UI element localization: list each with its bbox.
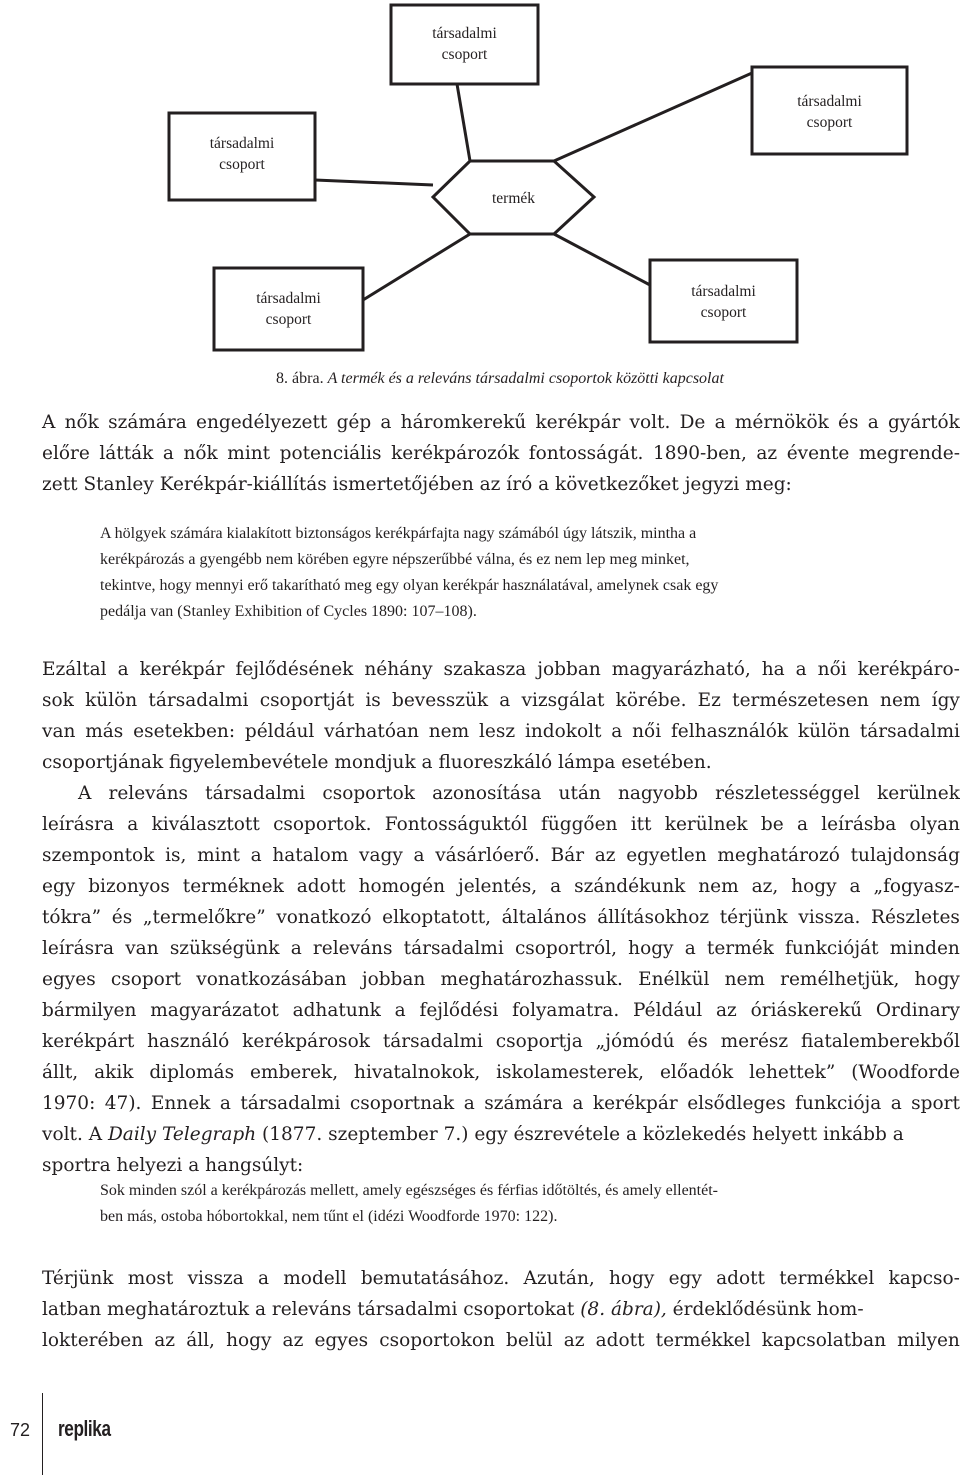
text-line: 1970: 47). Ennek a társadalmi csoportnak a számára a kerékpár elsődleges funkciója a sport <box>42 1093 960 1114</box>
text-line: sok külön társadalmi csoportját is bevesszük a vizsgálat körébe. Ez természetesen nem így <box>42 690 960 711</box>
journal-logo: replika <box>58 1416 111 1441</box>
text-run: latban meghatároztuk a releváns társadalmi csoportokat <box>42 1299 581 1320</box>
node-label-top: társadalmi csoport <box>432 25 497 63</box>
text-run: volt. A <box>42 1124 108 1145</box>
connector-line-bottom-left <box>363 234 470 300</box>
paragraph-3 <box>42 778 960 1181</box>
connector-line-top <box>457 84 470 161</box>
text-line: szempontok is, mint a hatalom vagy a vásárlóerő. Bár az egyetlen meghatározó tulajdonság <box>42 845 960 866</box>
paragraph-2 <box>42 654 960 778</box>
footer-divider <box>42 1393 43 1475</box>
quote-line: kerékpározás a gyengébb nem körében egyre népszerűbbé válna, és ez nem lep meg minket, <box>100 551 690 568</box>
text-line: csoportjának figyelembevétele mondjuk a fluoreszkáló lámpa esetében. <box>42 752 712 773</box>
quote-line: pedálja van (Stanley Exhibition of Cycles 1890: 107–108). <box>100 603 477 620</box>
block-quote-1 <box>100 521 958 625</box>
text-line: van más esetekben: például várhatóan nem lesz indokolt a női felhasználók külön társadalmi <box>42 721 960 742</box>
node-label-left: társadalmi csoport <box>209 135 275 173</box>
caption-text: A termék és a releváns társadalmi csoportok közötti kapcsolat <box>327 370 724 387</box>
block-quote-2 <box>100 1178 958 1230</box>
paragraph-4 <box>42 1263 960 1356</box>
paragraph-1 <box>42 407 960 500</box>
text-line: kerékpárt használó kerékpárosok társadalmi csoportja „jómódú és merész fiatalemberekből <box>42 1031 960 1052</box>
connector-line-bottom-right <box>554 234 650 285</box>
caption-number: 8. ábra. <box>276 370 324 387</box>
quote-line: Sok minden szól a kerékpározás mellett, amely egészséges és férfias időtöltés, és amely ellentét- <box>100 1182 718 1199</box>
text-line: sportra helyezi a hangsúlyt: <box>42 1155 304 1176</box>
node-label-bottom-right: társadalmi csoport <box>691 283 756 321</box>
connector-line-left <box>315 180 433 185</box>
text-line: lokterében az áll, hogy az egyes csoportokon belül az adott termékkel kapcsolatban milyen <box>42 1330 960 1351</box>
node-label-bottom-left: társadalmi csoport <box>256 290 321 328</box>
text-line: A releváns társadalmi csoportok azonosítása után nagyobb részletességgel kerülnek <box>78 783 960 804</box>
text-line: Ezáltal a kerékpár fejlődésének néhány szakasza jobban magyarázható, ha a női kerékpáro- <box>42 659 960 680</box>
node-label-right-top: társadalmi csoport <box>797 93 862 131</box>
connector-line-right-top <box>554 73 752 161</box>
text-line: tókra” és „termelőkre” vonatkozó elkoptatott, általános állításokhoz térjünk vissza. Részletes <box>42 907 960 928</box>
text-line <box>42 1294 960 1325</box>
page-number: 72 <box>9 1420 30 1440</box>
text-run: (1877. szeptember 7.) egy észrevétele a közlekedés helyett inkább a <box>256 1124 904 1145</box>
text-line <box>42 1119 960 1150</box>
quote-line: ben más, ostoba hóbortokkal, nem tűnt el (idézi Woodforde 1970: 122). <box>100 1208 558 1225</box>
text-line: A nők számára engedélyezett gép a háromkerekű kerékpár volt. De a mérnökök és a gyártók <box>42 412 960 433</box>
figure-reference: (8. ábra), <box>580 1299 667 1320</box>
figure-caption <box>0 370 960 388</box>
text-line: bármilyen magyarázatot adhatunk a fejlődési folyamatra. Például az óriáskerekű Ordinary <box>42 1000 960 1021</box>
text-line: leírásra van szükségünk a releváns társadalmi csoportról, hogy a termék funkcióját minden <box>42 938 960 959</box>
quote-line: tekintve, hogy mennyi erő takarítható meg egy olyan kerékpár használatával, amelynek csak egy <box>100 577 719 594</box>
text-line: egy bizonyos terméknek adott homogén jelentés, a szándékunk nem az, hogy a „fogyasz- <box>42 876 960 897</box>
text-line: állt, akik diplomás emberek, hivatalnokok, iskolamesterek, előadók lehettek” (Woodforde <box>42 1062 960 1083</box>
node-label-center: termék <box>491 190 536 207</box>
quote-line: A hölgyek számára kialakított biztonságos kerékpárfajta nagy számából úgy látszik, mintha a <box>100 525 697 542</box>
text-line: leírásra a kiválasztott csoportok. Fontosságuktól függően itt kerülnek be a leírásba olyan <box>42 814 960 835</box>
text-line: zett Stanley Kerékpár-kiállítás ismertetőjében az író a következőket jegyzi meg: <box>42 474 792 495</box>
diagram-figure <box>0 0 960 360</box>
text-run: érdeklődésünk hom- <box>666 1299 864 1320</box>
text-line: Térjünk most vissza a modell bemutatásához. Azután, hogy egy adott termékkel kapcso- <box>42 1268 960 1289</box>
text-line: egyes csoport vonatkozásában jobban meghatározhassuk. Enélkül nem remélhetjük, hogy <box>42 969 960 990</box>
text-line: előre látták a nők mint potenciális kerékpározók fontosságát. 1890-ben, az évente megrende- <box>42 443 960 464</box>
italic-title: Daily Telegraph <box>107 1124 257 1145</box>
